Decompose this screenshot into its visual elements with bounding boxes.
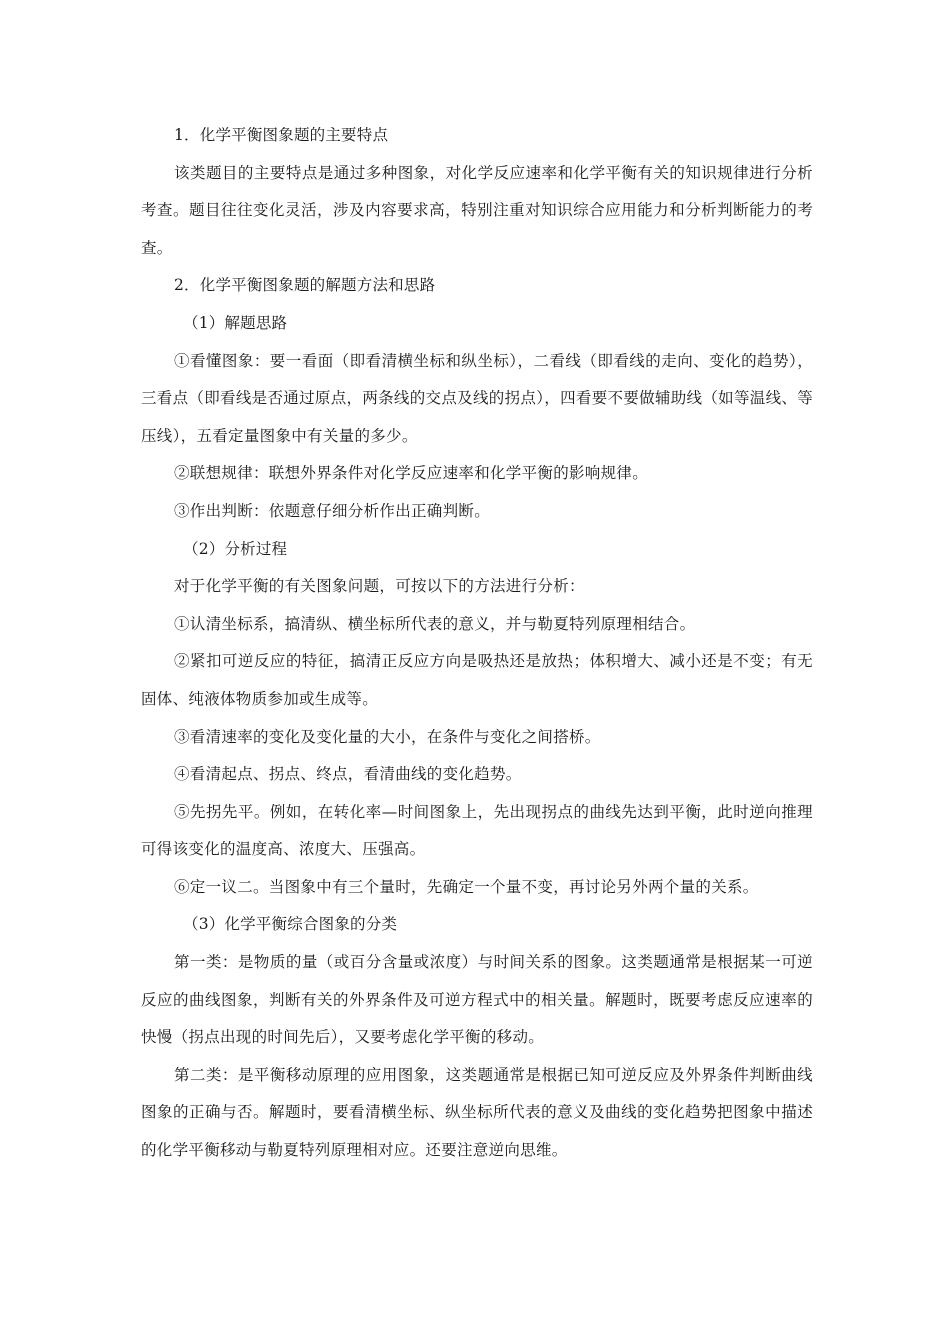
list-item: ③作出判断：依题意仔细分析作出正确判断。	[174, 501, 491, 520]
list-item: ①看懂图象：要一看面（即看清横坐标和纵坐标），二看线（即看线的走向、变化的趋势），三看点（即看线是否通过原点，两条线的交点及线的拐点），四看要不要做辅助线（如等温线、等压线），五看定量图象中有关量的多少。	[141, 351, 813, 445]
list-item: ②联想规律：联想外界条件对化学反应速率和化学平衡的影响规律。	[174, 464, 649, 483]
subsection-2-heading: （2）分析过程	[183, 539, 288, 558]
document-body	[141, 117, 813, 1170]
section-1-paragraph: 该类题目的主要特点是通过多种图象，对化学反应速率和化学平衡有关的知识规律进行分析考查。题目往往变化灵活，涉及内容要求高，特别注重对知识综合应用能力和分析判断能力的考查。	[141, 163, 813, 257]
subsection-1-heading: （1）解题思路	[183, 313, 288, 332]
list-item: 第二类：是平衡移动原理的应用图象，这类题通常是根据已知可逆反应及外界条件判断曲线图象的正确与否。解题时，要看清横坐标、纵坐标所代表的意义及曲线的变化趋势把图象中描述的化学平衡移动与勒夏特列原理相对应。还要注意逆向思维。	[141, 1065, 813, 1160]
list-item: ④看清起点、拐点、终点，看清曲线的变化趋势。	[174, 765, 522, 784]
list-item: ②紧扣可逆反应的特征，搞清正反应方向是吸热还是放热；体积增大、减小还是不变；有无固体、纯液体物质参加或生成等。	[141, 652, 813, 708]
list-item: 第一类：是物质的量（或百分含量或浓度）与时间关系的图象。这类题通常是根据某一可逆反应的曲线图象，判断有关的外界条件及可逆方程式中的相关量。解题时，既要考虑反应速率的快慢（拐点出现的时间先后），又要考虑化学平衡的移动。	[141, 953, 813, 1047]
subsection-3-heading: （3）化学平衡综合图象的分类	[183, 915, 398, 934]
list-item: ③看清速率的变化及变化量的大小，在条件与变化之间搭桥。	[174, 727, 601, 746]
list-item: ⑥定一议二。当图象中有三个量时，先确定一个量不变，再讨论另外两个量的关系。	[174, 877, 759, 896]
section-2-heading: 2．化学平衡图象题的解题方法和思路	[174, 276, 436, 295]
subsection-2-intro: 对于化学平衡的有关图象问题，可按以下的方法进行分析：	[174, 577, 585, 596]
section-1-heading: 1．化学平衡图象题的主要特点	[174, 126, 389, 144]
list-item: ①认清坐标系，搞清纵、横坐标所代表的意义，并与勒夏特列原理相结合。	[174, 614, 696, 633]
list-item: ⑤先拐先平。例如，在转化率—时间图象上，先出现拐点的曲线先达到平衡，此时逆向推理可得该变化的温度高、浓度大、压强高。	[141, 802, 813, 859]
